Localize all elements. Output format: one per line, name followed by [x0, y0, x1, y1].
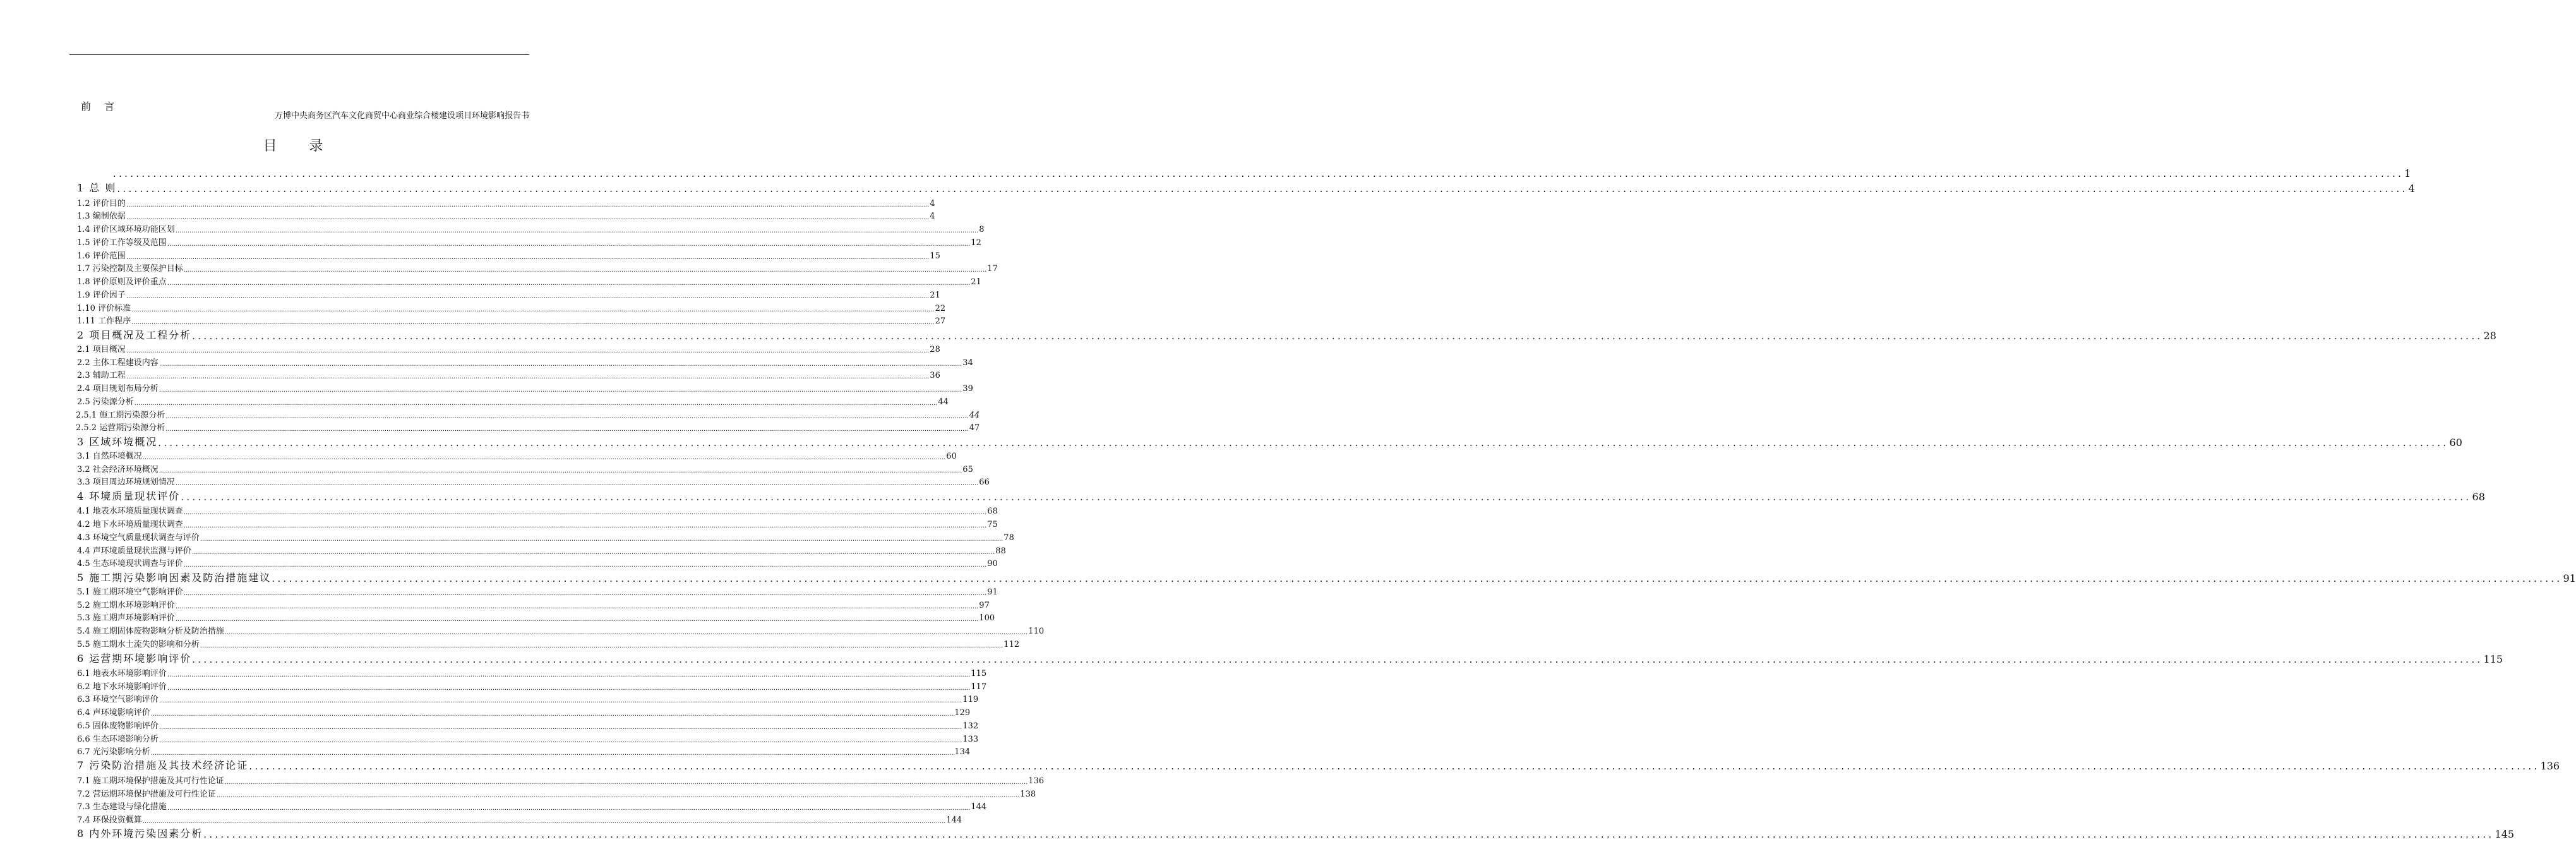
toc-dot-leader: ................................................................................................................................................................................................................................................................................................................................................................................................................	[150, 750, 954, 757]
toc-dot-leader: ................................................................................................................................................................................................................................................................................................................................................................................................................	[159, 467, 962, 474]
toc-dot-leader: ................................................................................................................................................................................................................................................................................................................................................................................................................	[183, 522, 987, 529]
toc-page-number: 144	[946, 816, 962, 825]
toc-chapter-entry[interactable]	[77, 826, 2515, 840]
toc-page-number: 12	[971, 238, 981, 248]
toc-entry-label: 2.4 项目规划布局分析	[77, 384, 159, 394]
toc-dot-leader: ................................................................................................................................................................................................................................................................................................................................................................................................................	[131, 306, 935, 313]
toc-dot-leader: ................................................................................................................................................................................................................................................................................................................................................................................................................	[126, 202, 930, 208]
toc-chapter-entry[interactable]	[77, 489, 2485, 503]
toc-dot-leader: ................................................................................................................................................................................................................................................................................................................................................................................................................	[175, 603, 979, 610]
toc-entry-label: 3.2 社会经济环境概况	[77, 465, 159, 474]
toc-page-number: 8	[979, 225, 985, 234]
toc-dot-leader: ................................................................................................................................................................................................................................................................................................................................................................................................................	[224, 779, 1028, 786]
toc-page-number: 1	[2404, 167, 2411, 179]
toc-section-entry[interactable]	[77, 625, 1045, 636]
toc-page-number: 34	[962, 358, 973, 368]
toc-chapter-entry[interactable]	[77, 651, 2503, 665]
toc-section-entry[interactable]	[77, 611, 995, 623]
toc-entry-label: 1.10 评价标准	[77, 304, 131, 313]
toc-entry-label: 1.7 污染控制及主要保护目标	[77, 264, 183, 274]
toc-dot-leader: ................................................................................................................................................................................................................................................................................................................................................................................................................	[167, 280, 971, 287]
toc-page-number: 145	[2495, 828, 2515, 840]
toc-dot-leader: ................................................................................................................................................................................................................................................................................................................................................................................................................	[159, 697, 962, 704]
toc-section-entry[interactable]	[77, 262, 998, 274]
toc-section-entry[interactable]	[77, 275, 981, 287]
toc-page-number: 90	[987, 559, 998, 569]
preface-heading: 前 言	[81, 100, 120, 112]
toc-dot-leader: ................................................................................................................................................................................................................................................................................................................................................................................................................	[183, 509, 987, 516]
toc-entry-label: 7.4 环保投资概算	[77, 816, 142, 825]
toc-dot-leader: ................................................................................................................................................................................................................................................................................................................................................................................................................	[183, 267, 987, 274]
toc-section-entry[interactable]	[77, 369, 940, 380]
toc-dot-leader: ................................................................................................................................................................................................................................................................................................................................................................................................................	[192, 330, 2483, 342]
toc-entry-label: 4 环境质量现状评价	[77, 490, 181, 502]
toc-page-number: 27	[935, 316, 946, 326]
toc-section-entry[interactable]	[77, 223, 985, 234]
toc-section-entry[interactable]	[77, 531, 1014, 543]
toc-section-entry[interactable]	[77, 518, 998, 529]
toc-page-number: 75	[987, 520, 998, 529]
toc-page-number: 133	[962, 735, 979, 744]
toc-page-number: 134	[954, 747, 971, 757]
toc-page-number: 136	[1028, 776, 1045, 786]
toc-entry-label: 4.5 生态环境现状调查与评价	[77, 559, 183, 569]
toc-section-entry[interactable]	[77, 450, 957, 461]
toc-page-number: 138	[1020, 790, 1036, 799]
toc-entry-label: 5.1 施工期环境空气影响评价	[77, 587, 183, 597]
toc-dot-leader: ................................................................................................................................................................................................................................................................................................................................................................................................................	[200, 642, 1003, 649]
toc-page-number: 68	[2472, 491, 2485, 503]
toc-section-entry[interactable]	[77, 774, 1045, 786]
toc-page-number: 132	[962, 721, 979, 731]
toc-dot-leader: ................................................................................................................................................................................................................................................................................................................................................................................................................	[167, 805, 971, 812]
toc-page-number: 144	[971, 802, 987, 812]
toc-dot-leader: ................................................................................................................................................................................................................................................................................................................................................................................................................	[142, 454, 946, 461]
toc-section-entry[interactable]	[77, 395, 949, 407]
toc-dot-leader: ................................................................................................................................................................................................................................................................................................................................................................................................................	[216, 792, 1020, 799]
toc-section-entry[interactable]	[77, 210, 935, 221]
toc-dot-leader: ................................................................................................................................................................................................................................................................................................................................................................................................................	[224, 629, 1028, 636]
toc-entry-label: 1.5 评价工作等级及范围	[77, 238, 167, 248]
toc-entry-label: 6.6 生态环境影响分析	[77, 735, 159, 744]
toc-section-entry[interactable]	[77, 505, 998, 516]
toc-entry-label: 4.4 声环境质量现状监测与评价	[77, 546, 191, 556]
toc-section-entry[interactable]	[77, 733, 979, 744]
toc-section-entry[interactable]	[76, 409, 980, 420]
toc-entry-label: 2.2 主体工程建设内容	[77, 358, 159, 368]
toc-page-number: 44	[969, 411, 980, 420]
toc-entry-label: 3 区域环境概况	[77, 436, 158, 448]
toc-entry-label: 6.5 固体废物影响评价	[77, 721, 159, 731]
toc-page-number: 15	[930, 251, 940, 261]
toc-dot-leader: ................................................................................................................................................................................................................................................................................................................................................................................................................	[158, 437, 2449, 449]
toc-section-entry[interactable]	[77, 382, 973, 394]
toc-entry-label: 2.5 污染源分析	[77, 397, 134, 407]
toc-entry-label: 2.5.2 运营期污染源分析	[76, 423, 165, 433]
toc-page-number: 44	[938, 397, 949, 407]
toc-dot-leader: ................................................................................................................................................................................................................................................................................................................................................................................................................	[272, 573, 2563, 584]
toc-section-entry[interactable]	[77, 788, 1036, 799]
toc-page-number: 129	[954, 708, 971, 718]
toc-page-number: 100	[979, 613, 995, 623]
toc-section-entry[interactable]	[77, 586, 998, 597]
toc-section-entry[interactable]	[77, 693, 979, 704]
toc-section-entry[interactable]	[77, 236, 981, 248]
toc-section-entry[interactable]	[77, 706, 971, 718]
toc-entry-label: 3.3 项目周边环境规划情况	[77, 478, 175, 487]
toc-entry-label: 7 污染防治措施及其技术经济论证	[77, 759, 249, 771]
toc-dot-leader: ................................................................................................................................................................................................................................................................................................................................................................................................................	[200, 536, 1003, 543]
toc-page-number: 88	[995, 546, 1006, 556]
toc-entry-label: 4.3 环境空气质量现状调查与评价	[77, 533, 200, 543]
toc-dot-leader: ................................................................................................................................................................................................................................................................................................................................................................................................................	[159, 724, 962, 731]
toc-entry-label: 7.2 营运期环境保护措施及可行性论证	[77, 790, 216, 799]
toc-entry-label: 1.6 评价范围	[77, 251, 126, 261]
toc-dot-leader: ................................................................................................................................................................................................................................................................................................................................................................................................................	[191, 549, 995, 556]
toc-page-number: 112	[1003, 640, 1020, 649]
toc-dot-leader: ................................................................................................................................................................................................................................................................................................................................................................................................................	[113, 168, 2404, 179]
toc-page-number: 115	[971, 669, 987, 678]
toc-page-number: 21	[971, 277, 981, 287]
toc-page-number: 21	[930, 291, 940, 300]
toc-dot-leader: ................................................................................................................................................................................................................................................................................................................................................................................................................	[249, 761, 2540, 772]
toc-dot-leader: ................................................................................................................................................................................................................................................................................................................................................................................................................	[134, 400, 938, 407]
toc-section-entry[interactable]	[77, 599, 990, 610]
toc-dot-leader: ................................................................................................................................................................................................................................................................................................................................................................................................................	[167, 241, 971, 248]
toc-section-entry[interactable]	[77, 463, 973, 474]
toc-chapter-entry[interactable]	[77, 758, 2560, 772]
toc-entry-label: 5 施工期污染影响因素及防治措施建议	[77, 572, 272, 584]
toc-entry-label: 2.3 辅助工程	[77, 371, 126, 380]
toc-dot-leader: ................................................................................................................................................................................................................................................................................................................................................................................................................	[183, 562, 987, 569]
toc-entry-label: 1.8 评价原则及评价重点	[77, 277, 167, 287]
toc-entry-label: 1.11 工作程序	[77, 316, 131, 326]
toc-section-entry[interactable]	[77, 250, 940, 261]
toc-entry-label: 2.1 项目概况	[77, 345, 126, 354]
toc-entry-label: 6.7 光污染影响分析	[77, 747, 150, 757]
toc-entry-label: 4.1 地表水环境质量现状调查	[77, 507, 183, 516]
toc-page-number: 117	[971, 682, 987, 692]
toc-dot-leader: ................................................................................................................................................................................................................................................................................................................................................................................................................	[192, 654, 2483, 665]
toc-section-entry[interactable]	[76, 421, 980, 433]
toc-dot-leader: ................................................................................................................................................................................................................................................................................................................................................................................................................	[159, 387, 962, 394]
toc-entry-label: 4.2 地下水环境质量现状调查	[77, 520, 183, 529]
toc-page-number: 66	[979, 478, 990, 487]
toc-section-entry[interactable]	[77, 197, 935, 208]
toc-entry-label: 5.3 施工期声环境影响评价	[77, 613, 175, 623]
toc-page-number: 91	[987, 587, 998, 597]
toc-section-entry[interactable]	[77, 745, 971, 757]
toc-page-number: 39	[962, 384, 973, 394]
toc-entry-label: 6 运营期环境影响评价	[77, 653, 192, 665]
toc-page-number: 60	[946, 452, 957, 461]
toc-page-number: 65	[962, 465, 973, 474]
toc-page-number: 119	[962, 695, 979, 704]
toc-section-entry[interactable]	[77, 476, 990, 487]
toc-section-entry[interactable]	[77, 302, 946, 313]
toc-dot-leader: ................................................................................................................................................................................................................................................................................................................................................................................................................	[126, 373, 930, 380]
toc-entry-label: 6.4 声环境影响评价	[77, 708, 150, 718]
toc-page-number: 22	[935, 304, 946, 313]
toc-entry-label: 1.9 评价因子	[77, 291, 126, 300]
toc-dot-leader: ................................................................................................................................................................................................................................................................................................................................................................................................................	[165, 413, 969, 420]
toc-entry-label: 1.3 编制依据	[77, 212, 126, 221]
toc-section-entry[interactable]	[77, 343, 940, 354]
toc-dot-leader: ................................................................................................................................................................................................................................................................................................................................................................................................................	[126, 214, 930, 221]
toc-entry-label: 2.5.1 施工期污染源分析	[76, 411, 165, 420]
toc-page-number: 91	[2563, 572, 2576, 584]
toc-section-entry[interactable]	[77, 289, 940, 300]
toc-dot-leader: ................................................................................................................................................................................................................................................................................................................................................................................................................	[150, 711, 954, 718]
toc-section-entry[interactable]	[77, 680, 987, 692]
toc-entry-label: 6.1 地表水环境影响评价	[77, 669, 167, 678]
toc-dot-leader: ................................................................................................................................................................................................................................................................................................................................................................................................................	[167, 671, 971, 678]
toc-chapter-entry[interactable]	[77, 435, 2462, 449]
toc-chapter-entry[interactable]	[112, 166, 2411, 179]
toc-page-number: 47	[969, 423, 980, 433]
toc-dot-leader: ................................................................................................................................................................................................................................................................................................................................................................................................................	[175, 480, 979, 487]
toc-dot-leader: ................................................................................................................................................................................................................................................................................................................................................................................................................	[126, 293, 930, 300]
toc-page-number: 17	[987, 264, 998, 274]
toc-entry-label: 5.2 施工期水环境影响评价	[77, 601, 175, 610]
toc-page-number: 110	[1028, 627, 1045, 636]
toc-page-number: 60	[2449, 437, 2462, 449]
toc-section-entry[interactable]	[77, 800, 987, 812]
toc-page-number: 78	[1003, 533, 1014, 543]
toc-section-entry[interactable]	[77, 557, 998, 569]
toc-entry-label: 7.3 生态建设与绿化措施	[77, 802, 167, 812]
toc-page-number: 28	[930, 345, 940, 354]
toc-dot-leader: ................................................................................................................................................................................................................................................................................................................................................................................................................	[131, 319, 935, 326]
toc-chapter-entry[interactable]	[77, 328, 2496, 342]
toc-dot-leader: ................................................................................................................................................................................................................................................................................................................................................................................................................	[165, 426, 969, 433]
running-title: 万博中央商务区汽车文化商贸中心商业综合楼建设项目环境影响报告书	[274, 111, 529, 121]
toc-entry-label: 2 项目概况及工程分析	[77, 329, 192, 341]
toc-dot-leader: ................................................................................................................................................................................................................................................................................................................................................................................................................	[126, 254, 930, 261]
toc-title: 目 录	[263, 138, 337, 154]
toc-dot-leader: ................................................................................................................................................................................................................................................................................................................................................................................................................	[175, 227, 979, 234]
toc-chapter-entry[interactable]	[77, 570, 2576, 584]
toc-page-number: 36	[930, 371, 940, 380]
toc-entry-label: 1.4 评价区域环境功能区划	[77, 225, 175, 234]
toc-dot-leader: ................................................................................................................................................................................................................................................................................................................................................................................................................	[117, 183, 2408, 195]
toc-section-entry[interactable]	[77, 638, 1020, 649]
toc-dot-leader: ................................................................................................................................................................................................................................................................................................................................................................................................................	[126, 347, 930, 354]
toc-page-number: 4	[930, 199, 935, 208]
toc-section-entry[interactable]	[77, 356, 973, 368]
toc-page-number: 28	[2483, 330, 2496, 342]
toc-dot-leader: ................................................................................................................................................................................................................................................................................................................................................................................................................	[183, 590, 987, 597]
toc-entry-label: 1 总 则	[77, 182, 117, 194]
toc-section-entry[interactable]	[77, 720, 979, 731]
toc-entry-label: 5.5 施工期水土流失的影响和分析	[77, 640, 200, 649]
toc-page-number: 115	[2483, 653, 2503, 665]
toc-dot-leader: ................................................................................................................................................................................................................................................................................................................................................................................................................	[181, 491, 2472, 503]
toc-entry-label: 5.4 施工期固体废物影响分析及防治措施	[77, 627, 224, 636]
toc-page-number: 97	[979, 601, 990, 610]
toc-entry-label: 6.3 环境空气影响评价	[77, 695, 159, 704]
toc-entry-label: 7.1 施工期环境保护措施及其可行性论证	[77, 776, 224, 786]
toc-page-number: 4	[930, 212, 935, 221]
toc-entry-label: 1.2 评价目的	[77, 199, 126, 208]
toc-dot-leader: ................................................................................................................................................................................................................................................................................................................................................................................................................	[203, 829, 2495, 840]
toc-dot-leader: ................................................................................................................................................................................................................................................................................................................................................................................................................	[159, 737, 962, 744]
toc-page-number: 4	[2408, 183, 2415, 195]
toc-dot-leader: ................................................................................................................................................................................................................................................................................................................................................................................................................	[142, 818, 946, 825]
toc-section-entry[interactable]	[77, 545, 1006, 556]
toc-section-entry[interactable]	[77, 667, 987, 678]
toc-dot-leader: ................................................................................................................................................................................................................................................................................................................................................................................................................	[175, 616, 979, 623]
toc-page-number: 136	[2540, 760, 2560, 772]
toc-page-number: 68	[987, 507, 998, 516]
toc-entry-label: 8 内外环境污染因素分析	[77, 828, 203, 840]
toc-dot-leader: ................................................................................................................................................................................................................................................................................................................................................................................................................	[159, 361, 962, 368]
toc-section-entry[interactable]	[77, 814, 962, 825]
toc-section-entry[interactable]	[77, 315, 946, 326]
toc-entry-label: 3.1 自然环境概况	[77, 452, 142, 461]
toc-dot-leader: ................................................................................................................................................................................................................................................................................................................................................................................................................	[167, 685, 971, 692]
toc-chapter-entry[interactable]	[77, 181, 2415, 195]
toc-entry-label: 6.2 地下水环境影响评价	[77, 682, 167, 692]
